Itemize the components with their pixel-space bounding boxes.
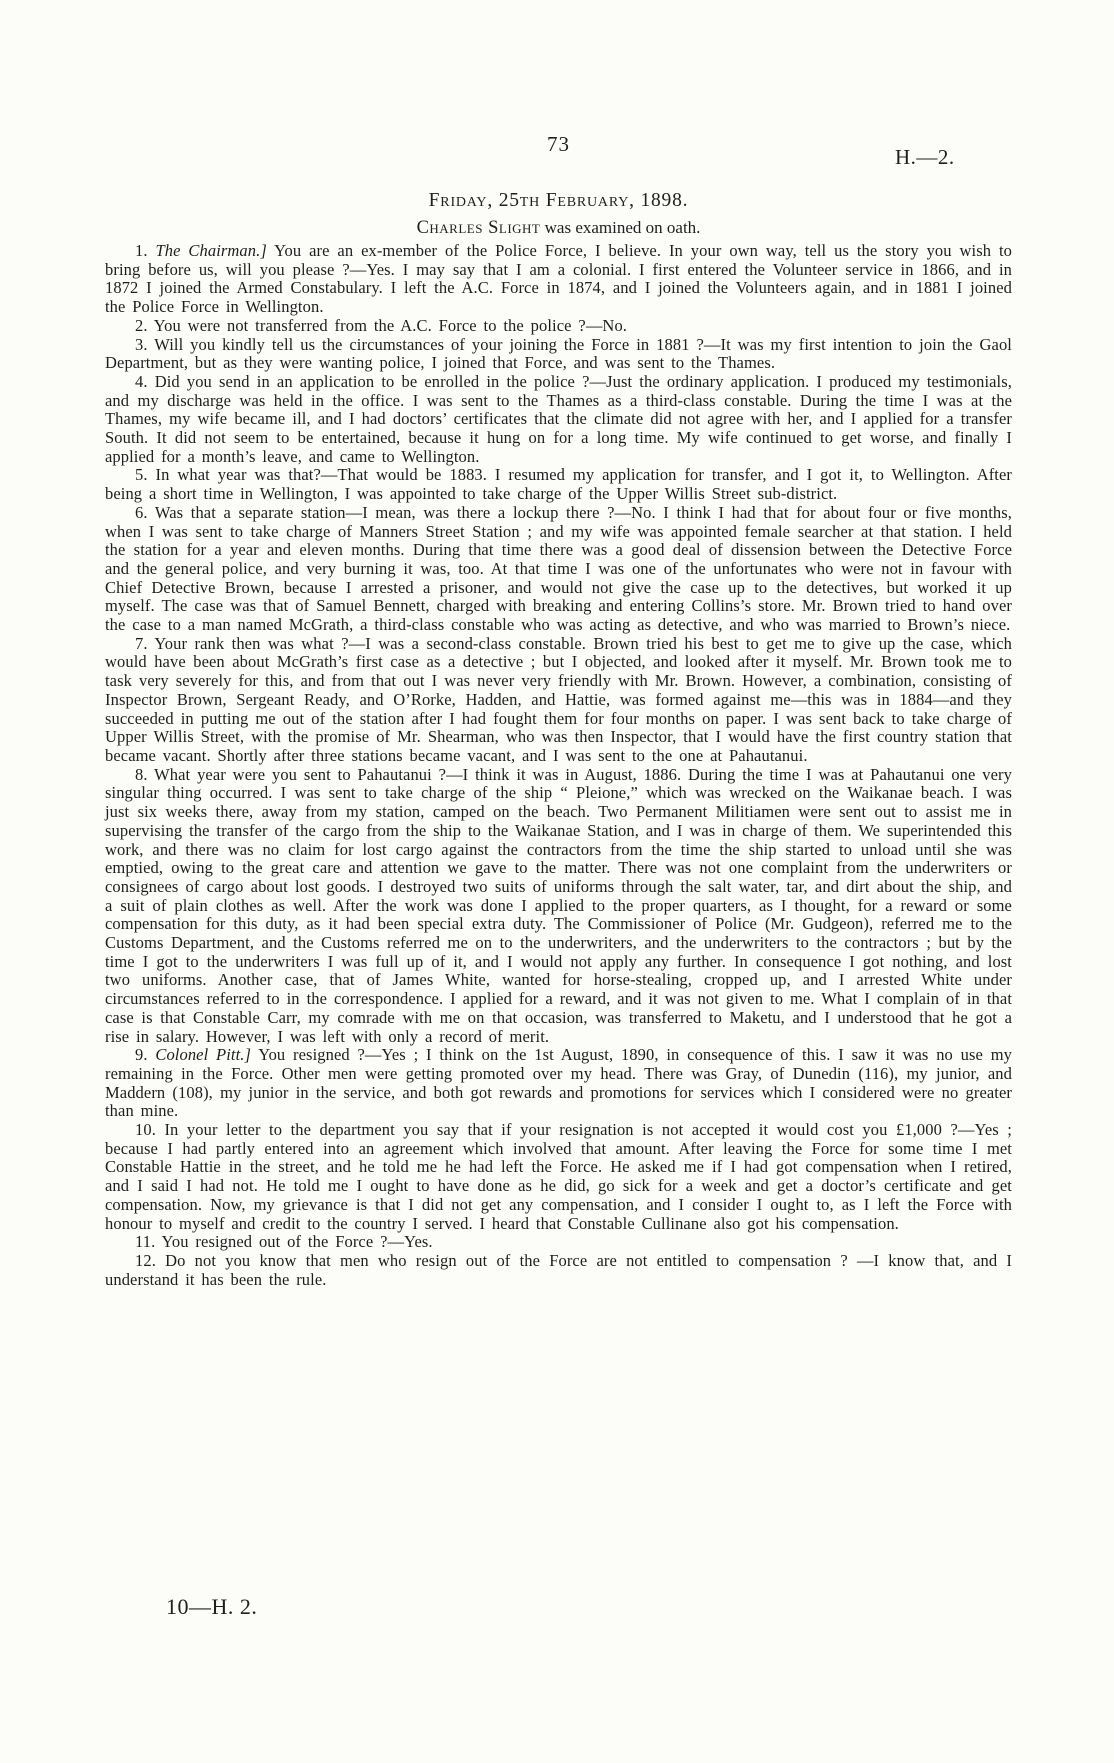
question-number: 1. (135, 241, 156, 260)
paragraph-text: Your rank then was what ?—I was a second-class constable. Brown tried his best to get me to give up the case, which would have been about McGrath’s first case as a detective ; but I objected, and looked after it myself. Mr. Brown took me to task very severely for this, and from that out I was never very friendly with Mr. Brown. However, a combination, consisting of Inspector Brown, Sergeant Ready, and O’Rorke, Hadden, and Hattie, was formed against me—this was in 1884—and they succeeded in putting me out of the station after I had fought them for four months on paper. I was sent back to take charge of Upper Willis Street, with the promise of Mr. Shearman, who was then Inspector, that I would have the first country station that became vacant. Shortly after three stations became vacant, and I was sent to the one at Pahautanui. (105, 633, 1012, 765)
question-number: 2. (135, 315, 154, 335)
testimony-paragraph (105, 504, 1012, 635)
question-number: 12. (135, 1250, 166, 1270)
paragraph-text: Was that a separate station—I mean, was there a lockup there ?—No. I think I had that for about four or five months, when I was sent to take charge of Manners Street Station ; and my wife was appointed female searcher at that station. I held the station for a year and eleven months. During that time there was a good deal of dissension between the Detective Force and the general police, and very burning it was, too. At that time I was one of the unfortunates who were not in favour with Chief Detective Brown, because I arrested a prisoner, and would not give the case up to the detectives, but worked it up myself. The case was that of Samuel Bennett, charged with breaking and entering Collins’s store. Mr. Brown tried to hand over the case to a man named McGrath, a third-class constable who was acting as detective, and who was married to Brown’s niece. (105, 502, 1013, 635)
question-number: 4. (135, 371, 155, 391)
paragraph-text: Do not you know that men who resign out of the Force are not entitled to compensation ? —I know that, and I understand it has been the rule. (105, 1250, 1012, 1289)
testimony-paragraph (105, 336, 1012, 373)
paragraph-text: In your letter to the department you say that if your resignation is not accepted it would cost you £1,000 ?—Yes ; because I had partly entered into an agreement which involved that amount. After leaving the Force for some time I met Constable Hattie in the street, and he told me he had left the Force. He asked me if I had got compensation when I retired, and I said I had not. He told me I ought to have done as he did, go sick for a week and get a doctor’s certificate and get compensation. Now, my grievance is that I did not get any compensation, and I consider I ought to, as I left the Force with honour to myself and credit to the country I served. I heard that Constable Cullinane also got his compensation. (105, 1120, 1012, 1233)
paragraph-text: What year were you sent to Pahautanui ?—I think it was in August, 1886. During the time I was at Pahautanui one very singular thing occurred. I was sent to take charge of the ship “ Pleione,” which was wrecked on the Waikanae beach. I was just six weeks there, away from my station, camped on the beach. Two Permanent Militiamen were sent out to assist me in supervising the transfer of the cargo from the ship to the Waikanae Station, and I was in charge of them. We superintended this work, and there was no claim for lost cargo against the contractors from the time the ship started to unload until she was emptied, owing to the great care and attention we gave to the matter. There was not one complaint from the underwriters or consignees of cargo about lost goods. I destroyed two suits of uniforms through the salt water, tar, and dirt about the ship, and a suit of plain clothes as well. After the work was done I applied to the proper quarters, as I thought, for a reward or some compensation for this duty, as it had been special extra duty. The Commissioner of Police (Mr. Gudgeon), referred me to the Customs Department, and the Customs referred me on to the underwriters, and the underwriters to the contractors ; but by the time I got to the underwriters I was full up of it, and I would not apply any further. In consequence I got nothing, and lost two uniforms. Another case, that of James White, wanted for horse-stealing, cropped up, and I arrested White under circumstances referred to in the correspondence. I applied for a reward, and it was not given to me. What I complain of in that case is that Constable Carr, my comrade with me on that occasion, was transferred to Maketu, and I understood that he got a rise in salary. However, I was left with only a record of merit. (105, 764, 1012, 1046)
testimony-paragraphs (105, 242, 1012, 1289)
paragraph-text: Will you kindly tell us the circumstances of your joining the Force in 1881 ?—It was my first intention to join the Gaol Department, but as they were wanting police, I joined that Force, and was sent to the Thames. (105, 334, 1012, 373)
paragraph-text: You are an ex-member of the Police Force, I believe. In your own way, tell us the story you wish to bring before us, will you please ?—Yes. I may say that I am a colonial. I first entered the Volunteer service in 1866, and in 1872 I joined the Armed Constabulary. I left the A.C. Force in 1874, and I joined the Volunteers again, and in 1881 I joined the Police Force in Wellington. (105, 241, 1012, 317)
paragraph-text: You resigned out of the Force ?—Yes. (161, 1232, 433, 1252)
paragraph-text: You were not transferred from the A.C. Force to the police ?—No. (153, 315, 628, 335)
witness-heading-rest: was examined on oath. (540, 218, 701, 237)
testimony-paragraph (105, 766, 1012, 1047)
testimony-paragraph (105, 1233, 1012, 1252)
paragraph-text: You resigned ?—Yes ; I think on the 1st August, 1890, in consequence of this. I saw it was no use my remaining in the Force. Other men were getting promoted over my head. There was Gray, of Dunedin (116), my junior, and Maddern (108), my junior in the service, and both got rewards and promotions for services which I considered were no greater than mine. (105, 1045, 1013, 1121)
witness-heading (105, 218, 1012, 239)
testimony-paragraph (105, 635, 1012, 766)
testimony-paragraph (105, 317, 1012, 336)
speaker-name: The Chairman.] (155, 241, 267, 260)
witness-name: Charles Slight (416, 218, 541, 238)
testimony-paragraph (105, 1046, 1012, 1121)
testimony-paragraph (105, 466, 1012, 503)
question-number: 8. (135, 764, 155, 784)
testimony-paragraph (105, 242, 1012, 317)
question-number: 5. (135, 465, 156, 485)
question-number: 11. (135, 1232, 162, 1252)
paragraph-text: In what year was that?—That would be 1883. I resumed my application for transfer, and I got it, to Wellington. After being a short time in Wellington, I was appointed to take charge of the Upper Willis Street sub-district. (105, 465, 1013, 504)
testimony-paragraph (105, 1252, 1012, 1289)
question-number: 10. (135, 1120, 165, 1140)
testimony-paragraph (105, 373, 1012, 467)
paragraph-text: Did you send in an application to be enrolled in the police ?—Just the ordinary application. I produced my testimonials, and my discharge was held in the office. I was sent to the Thames as a third-class constable. During the time I was at the Thames, my wife became ill, and I had doctors’ certificates that the climate did not agree with her, and I applied for a transfer South. It did not seem to be entertained, because it hung on for a long time. My wife continued to get worse, and finally I applied for a month’s leave, and came to Wellington. (105, 371, 1012, 466)
question-number: 9. (135, 1045, 156, 1065)
question-number: 6. (135, 502, 155, 522)
speaker-name: Colonel Pitt.] (155, 1045, 252, 1065)
page-number: 73 (547, 132, 570, 156)
question-number: 7. (135, 633, 155, 653)
question-number: 3. (135, 334, 155, 354)
page-footer-signature: 10—H. 2. (166, 1594, 258, 1619)
testimony-paragraph (105, 1121, 1012, 1233)
document-reference: H.—2. (895, 145, 955, 169)
session-date-heading: Friday, 25th February, 1898. (428, 190, 689, 211)
